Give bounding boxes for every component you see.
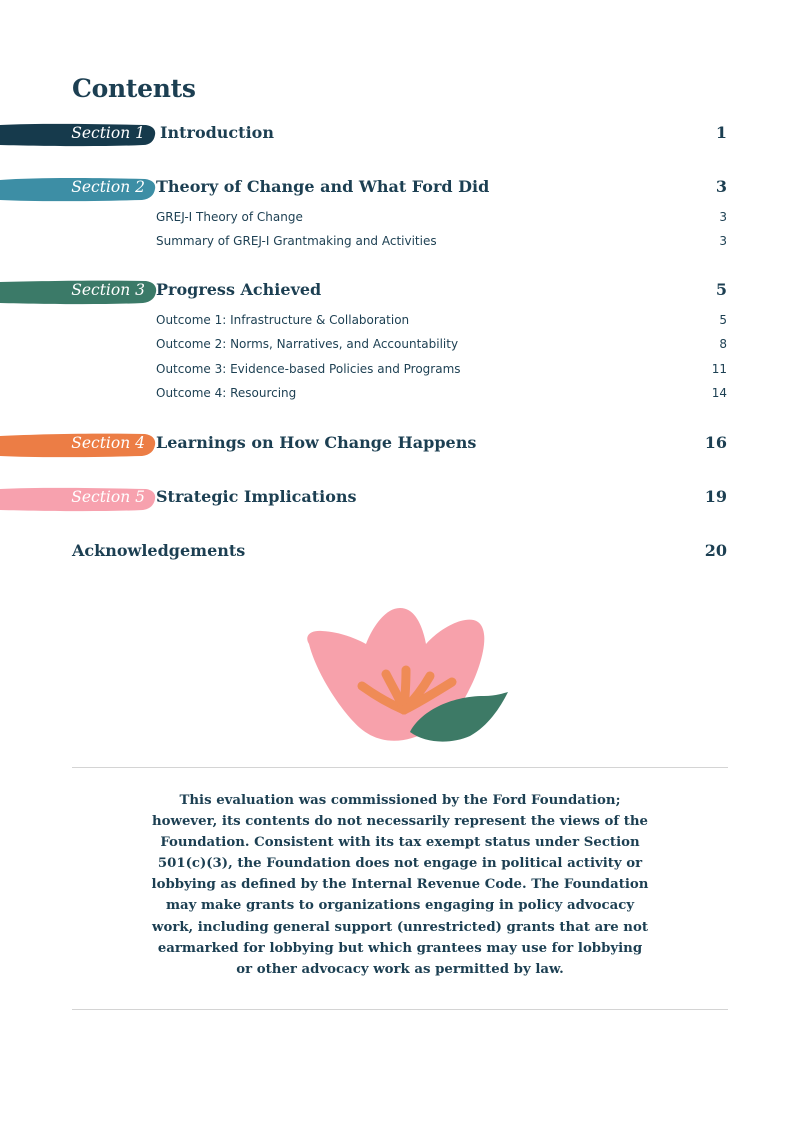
subsection-title: Outcome 2: Norms, Narratives, and Accountability <box>156 337 459 351</box>
toc-acknowledgements[interactable] <box>0 540 800 570</box>
subsection-page-number: 8 <box>719 337 727 351</box>
section-page-number: 3 <box>715 177 727 196</box>
toc-subsection[interactable] <box>0 313 800 333</box>
toc-subsection[interactable] <box>0 386 800 406</box>
section-title: Learnings on How Change Happens <box>156 433 477 452</box>
toc-section-4[interactable] <box>0 432 800 462</box>
section-title: Progress Achieved <box>156 280 322 299</box>
acknowledgements-title: Acknowledgements <box>72 541 246 560</box>
toc-section-2[interactable] <box>0 176 800 206</box>
subsection-title: Outcome 4: Resourcing <box>156 386 297 400</box>
acknowledgements-page-number: 20 <box>704 541 727 560</box>
section-number: Section 2 <box>71 178 145 196</box>
section-number: Section 5 <box>71 488 145 506</box>
subsection-page-number: 3 <box>719 210 727 224</box>
divider-bottom <box>72 1009 728 1010</box>
subsection-title: Outcome 3: Evidence-based Policies and Programs <box>156 362 461 376</box>
section-page-number: 16 <box>704 433 727 452</box>
toc-subsection[interactable] <box>0 362 800 382</box>
toc-section-1[interactable] <box>0 122 800 152</box>
toc-subsection[interactable] <box>0 337 800 357</box>
subsection-title: Summary of GREJ-I Grantmaking and Activities <box>156 234 437 248</box>
section-page-number: 19 <box>704 487 727 506</box>
subsection-title: Outcome 1: Infrastructure & Collaboration <box>156 313 410 327</box>
subsection-page-number: 3 <box>719 234 727 248</box>
divider-top <box>72 767 728 768</box>
toc-subsection[interactable] <box>0 210 800 230</box>
section-number: Section 4 <box>71 434 145 452</box>
subsection-page-number: 11 <box>711 362 727 376</box>
toc-subsection[interactable] <box>0 234 800 254</box>
toc-section-3[interactable] <box>0 279 800 309</box>
section-page-number: 1 <box>715 123 727 142</box>
section-title: Theory of Change and What Ford Did <box>156 177 490 196</box>
subsection-title: GREJ-I Theory of Change <box>156 210 303 224</box>
subsection-page-number: 5 <box>719 313 727 327</box>
section-title: Strategic Implications <box>156 487 357 506</box>
section-title: Introduction <box>160 123 274 142</box>
toc-section-5[interactable] <box>0 486 800 516</box>
subsection-page-number: 14 <box>711 386 727 400</box>
flower-icon <box>300 600 512 746</box>
disclaimer-text: This evaluation was commissioned by the Ford Foundation; however, its contents do not necessarily represent the views of the Foundation. Consistent with its tax exempt status under Section 501(c)(3), the Foundation does not engage in political activity or lobbying as defined by the Internal Revenue Code. The Foundation may make grants to organizations engaging in policy advocacy work, including general support (unrestricted) grants that are not earmarked for lobbying but which grantees may use for lobbying or other advocacy work as permitted by law. <box>151 793 649 977</box>
section-number: Section 3 <box>71 281 145 299</box>
page-title: Contents <box>72 74 196 103</box>
section-page-number: 5 <box>715 280 727 299</box>
section-number: Section 1 <box>71 124 145 142</box>
